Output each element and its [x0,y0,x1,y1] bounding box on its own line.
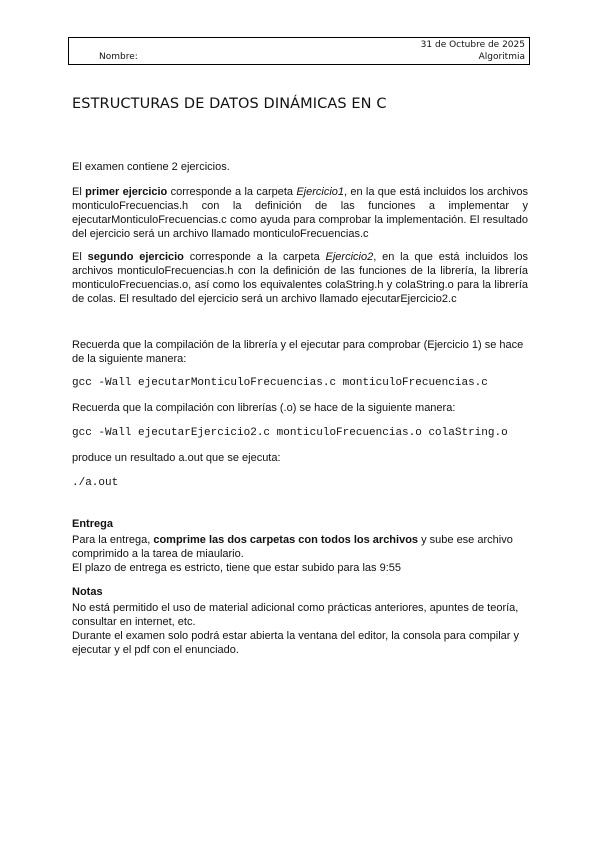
intro-text: El examen contiene 2 ejercicios. [72,161,230,173]
entrega-text-a: Para la entrega, [72,534,154,546]
entrega-deadline: El plazo de entrega es estricto, tiene que estar subido para las 9:55 [72,562,401,574]
exam-header [68,37,530,65]
run-instructions: produce un resultado a.out que se ejecuta: [72,452,281,464]
entrega-heading: Entrega [72,518,113,530]
document-title: ESTRUCTURAS DE DATOS DINÁMICAS EN C [72,96,387,112]
notas-heading: Notas [72,586,103,598]
subject-label: Algoritmia [478,52,525,62]
ej1-italic: Ejercicio1 [296,186,345,198]
name-label: Nombre: [99,52,138,62]
run-command: ./a.out [72,477,119,489]
entrega-text-b: y sube ese archivo comprimido a la tarea de miaulario. [72,534,513,560]
notas-line-2: Durante el examen solo podrá estar abierta la ventana del editor, la consola para compilar y ejecutar y el pdf con el enunciado. [72,630,519,656]
exercise-2-paragraph [72,250,528,306]
ej2-italic: Ejercicio2 [325,251,374,263]
ej1-bold: primer ejercicio [85,186,168,198]
compile-instructions-2: Recuerda que la compilación con librerías (.o) se hace de la siguiente manera: [72,402,456,414]
exam-date: 31 de Octubre de 2025 [420,40,525,50]
ej2-bold: segundo ejercicio [87,251,184,263]
notas-line-1: No está permitido el uso de material adicional como prácticas anteriores, apuntes de teoría, consultar en internet, etc. [72,602,519,628]
ej1-text-b: corresponde a la carpeta [167,186,297,198]
ej1-text-a: El [72,186,86,198]
ej2-text-a: El [72,251,88,263]
entrega-bold: comprime las dos carpetas con todos los archivos [153,534,419,546]
ej2-text-c: , en la que está incluidos los archivos monticuloFrecuencias.h con la definición de las funciones de la librería, la librería monticuloFrecuencias.o, así como los equivalentes colaString.h y colaString.o para la librería de colas. El resultado del ejercicio será un archivo llamado ejecutarEjercicio2.c [72,251,528,305]
exercise-1-paragraph [72,185,528,241]
ej2-text-b: corresponde a la carpeta [183,251,326,263]
compile-instructions-1: Recuerda que la compilación de la librería y el ejecutar para comprobar (Ejercicio 1) se hace de la siguiente manera: [72,339,524,365]
compile-command-2: gcc -Wall ejecutarEjercicio2.c monticuloFrecuencias.o colaString.o [72,427,508,439]
document-body [72,160,528,657]
ej1-text-c: , en la que está incluidos los archivos monticuloFrecuencias.h con la definición de las funciones a implementar y ejecutarMonticuloFrecuencias.c como ayuda para comprobar la implementación. El resultado del ejercicio será un archivo llamado monticuloFrecuencias.c [72,186,528,240]
entrega-paragraph [72,533,528,561]
compile-command-1: gcc -Wall ejecutarMonticuloFrecuencias.c monticuloFrecuencias.c [72,377,488,389]
